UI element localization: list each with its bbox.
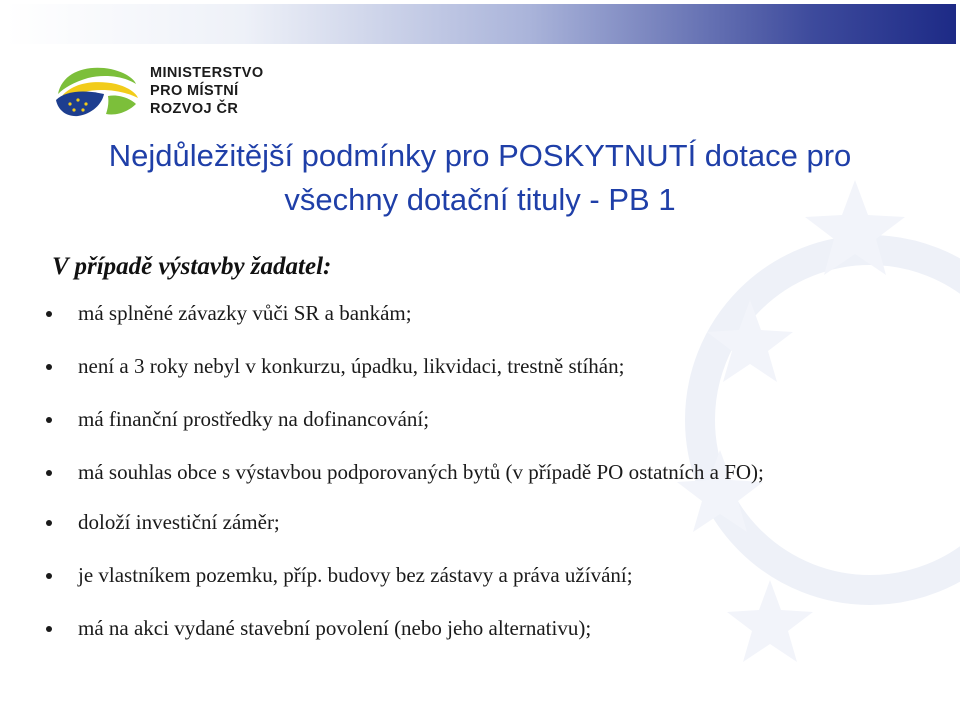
ministry-name-line: MINISTERSTVO xyxy=(150,65,264,81)
list-item-text: je vlastníkem pozemku, příp. budovy bez zástavy a práva užívání; xyxy=(78,563,633,587)
ministry-name-line: ROZVOJ ČR xyxy=(150,101,239,117)
list-item-text: má souhlas obce s výstavbou podporovaných bytů (v případě PO ostatních a FO); xyxy=(78,460,764,484)
bullet-icon xyxy=(46,626,52,632)
bullet-icon xyxy=(46,311,52,317)
slide-subtitle: V případě výstavby žadatel: xyxy=(52,253,332,280)
list-item xyxy=(42,562,842,589)
bullet-icon xyxy=(46,520,52,526)
list-item-text: má splněné závazky vůči SR a bankám; xyxy=(78,301,412,325)
list-item xyxy=(42,615,842,642)
ministry-logo-icon xyxy=(52,60,142,120)
bullet-icon xyxy=(46,364,52,370)
header-gradient-bar xyxy=(6,4,956,44)
list-item xyxy=(42,509,842,536)
list-item-text: doloží investiční záměr; xyxy=(78,510,280,534)
list-item xyxy=(42,406,842,433)
list-item-text: má na akci vydané stavební povolení (nebo jeho alternativu); xyxy=(78,616,592,640)
list-item xyxy=(42,459,842,486)
bullet-icon xyxy=(46,573,52,579)
slide-title-line: všechny dotační tituly - PB 1 xyxy=(284,182,676,217)
bullet-icon xyxy=(46,470,52,476)
bullet-icon xyxy=(46,417,52,423)
conditions-list xyxy=(42,300,842,668)
list-item xyxy=(42,353,842,380)
list-item-text: má finanční prostředky na dofinancování; xyxy=(78,407,430,431)
ministry-name-line: PRO MÍSTNÍ xyxy=(150,83,239,99)
slide-title-line: Nejdůležitější podmínky pro POSKYTNUTÍ dotace pro xyxy=(108,138,852,173)
slide-title xyxy=(0,134,960,222)
list-item-text: není a 3 roky nebyl v konkurzu, úpadku, likvidaci, trestně stíhán; xyxy=(78,354,625,378)
list-item xyxy=(42,300,842,327)
ministry-name xyxy=(150,64,264,118)
